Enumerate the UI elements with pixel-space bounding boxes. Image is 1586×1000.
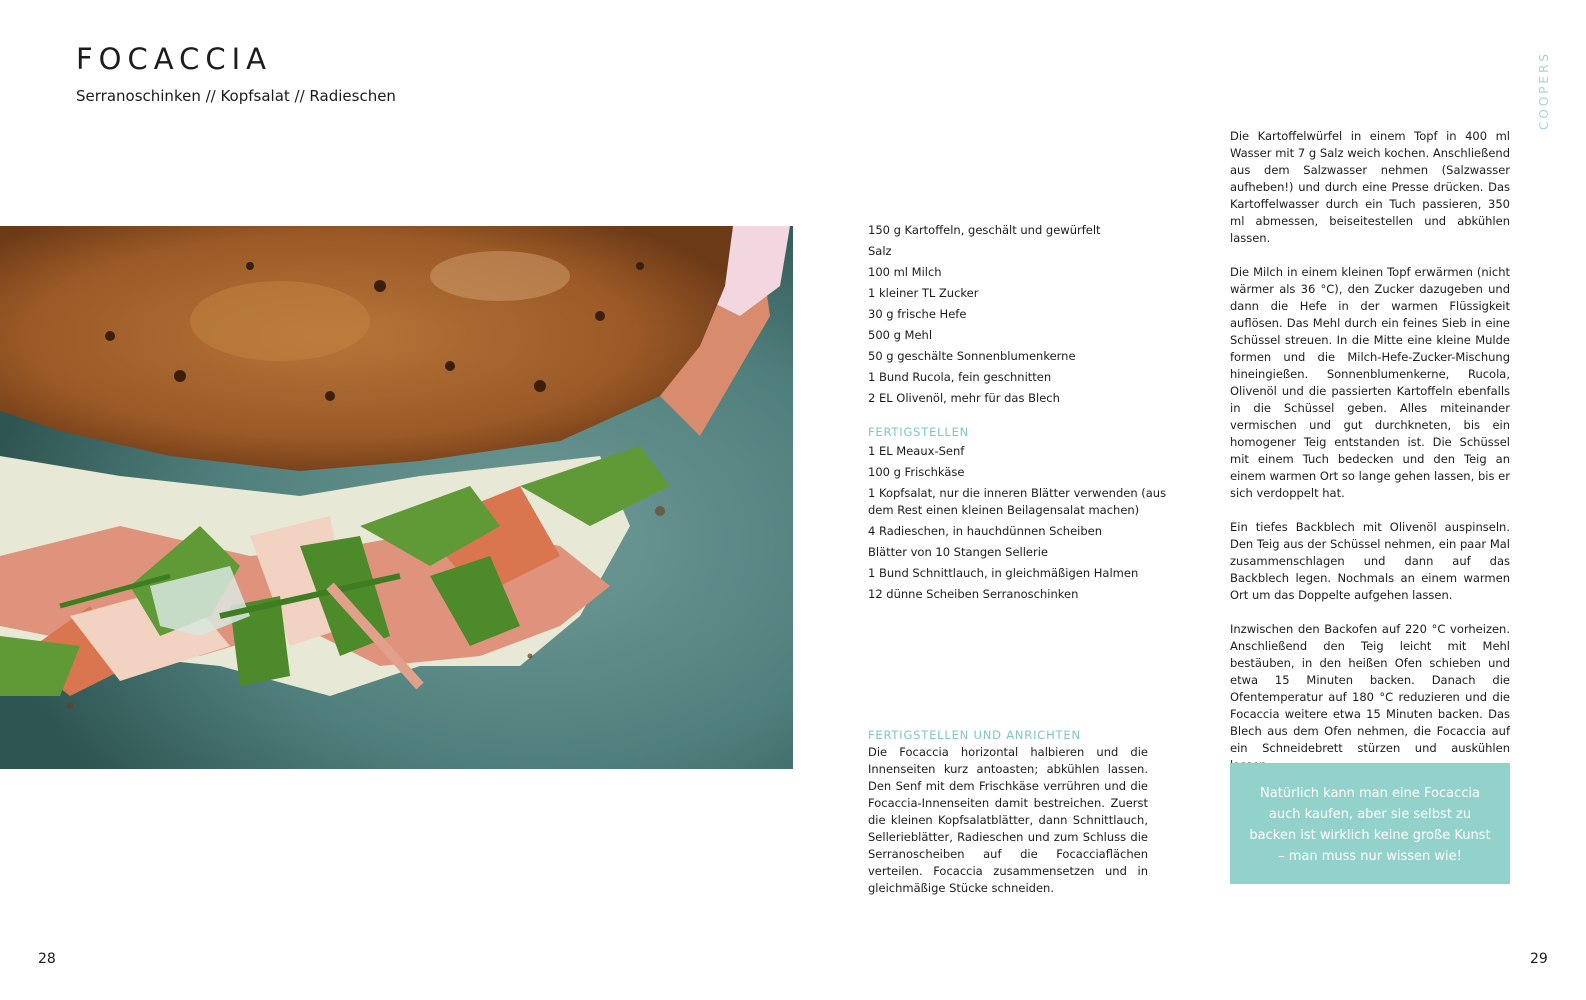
page-number-left: 28 xyxy=(38,951,56,967)
ingredient-item: 100 g Frischkäse xyxy=(868,465,965,479)
tip-box xyxy=(1230,763,1510,884)
step-paragraph: Ein tiefes Backblech mit Olivenöl auspinseln. Den Teig aus der Schüssel nehmen, ein paar Mal zusammenschlagen und dann auf das Backblech legen. Nochmals an einem warmen Ort um das Doppelte aufgehen lassen. xyxy=(1230,520,1510,602)
ingredient-item: Blätter von 10 Stangen Sellerie xyxy=(868,545,1048,559)
page-number-right: 29 xyxy=(1530,951,1548,967)
serving-instructions: Die Focaccia horizontal halbieren und die Innenseiten kurz antoasten; abkühlen lassen. Den Senf mit dem Frischkäse verrühren und die Focaccia-Innenseiten damit bestreichen. Zuerst die kleinen Kopfsalatblätter, dann Schnittlauch, Sellerieblätter, Radieschen und zum Schluss die Serranoscheiben auf die Focacciaflächen verteilen. Focaccia zusammensetzen und in gleichmäßige Stücke schneiden. xyxy=(868,745,1148,895)
ingredient-item: 4 Radieschen, in hauchdünnen Scheiben xyxy=(868,524,1103,538)
recipe-title: FOCACCIA xyxy=(76,42,272,76)
ingredients-column xyxy=(868,222,1168,607)
step-paragraph: Die Milch in einem kleinen Topf erwärmen (nicht wärmer als 36 °C), den Zucker dazugeben und dann die Hefe in der warmen Flüssigkeit auflösen. Das Mehl durch ein feines Sieb in eine Schüssel streuen. In die Mitte eine kleine Mulde formen und die Milch-Hefe-Zucker-Mischung hineingießen. Sonnenblumenkerne, Rucola, Olivenöl und die passierten Kartoffeln ebenfalls in die Schüssel geben. Alles miteinander vermischen und gut durchkneten, bis ein homogener Teig entstanden ist. Die Schüssel mit einem Tuch bedecken und den Teig an einem warmen Ort so lange gehen lassen, bis er sich verdoppelt hat. xyxy=(1230,265,1510,500)
serving-section-heading: FERTIGSTELLEN UND ANRICHTEN xyxy=(868,728,1081,742)
ingredient-list-finish xyxy=(868,443,1168,603)
ingredient-item: 12 dünne Scheiben Serranoschinken xyxy=(868,587,1079,601)
ingredient-item: 1 Kopfsalat, nur die inneren Blätter verwenden (aus dem Rest einen kleinen Beilagensalat machen) xyxy=(868,486,1167,517)
ingredient-item: Salz xyxy=(868,244,892,258)
ingredient-item: 1 EL Meaux-Senf xyxy=(868,444,965,458)
ingredient-item: 1 kleiner TL Zucker xyxy=(868,286,979,300)
side-label: COOPERS xyxy=(1537,50,1551,130)
step-paragraph: Die Kartoffelwürfel in einem Topf in 400 ml Wasser mit 7 g Salz weich kochen. Anschließend aus dem Salzwasser nehmen (Salzwasser aufheben!) und durch eine Presse drücken. Das Kartoffelwasser durch ein Tuch passieren, 350 ml abmessen, beiseitestellen und abkühlen lassen. xyxy=(1230,129,1510,245)
preparation-steps xyxy=(1230,128,1510,791)
ingredient-item: 500 g Mehl xyxy=(868,328,933,342)
ingredient-item: 50 g geschälte Sonnenblumenkerne xyxy=(868,349,1076,363)
ingredient-item: 1 Bund Schnittlauch, in gleichmäßigen Halmen xyxy=(868,566,1139,580)
ingredient-item: 1 Bund Rucola, fein geschnitten xyxy=(868,370,1052,384)
ingredient-item: 150 g Kartoffeln, geschält und gewürfelt xyxy=(868,223,1101,237)
step-paragraph: Inzwischen den Backofen auf 220 °C vorheizen. Anschließend den Teig leicht mit Mehl bestäuben, in den heißen Ofen schieben und etwa 15 Minuten backen. Danach die Ofentemperatur auf 180 °C reduzieren und die Focaccia weitere etwa 15 Minuten backen. Das Blech aus dem Ofen nehmen, die Focaccia auf ein Schneidebrett stürzen und auskühlen xyxy=(1230,622,1510,755)
ingredient-item: 2 EL Olivenöl, mehr für das Blech xyxy=(868,391,1060,405)
recipe-photo xyxy=(0,226,793,769)
serving-section xyxy=(868,728,1148,897)
ingredient-item: 100 ml Milch xyxy=(868,265,942,279)
ingredient-item: 30 g frische Hefe xyxy=(868,307,967,321)
finish-section-heading: FERTIGSTELLEN xyxy=(868,425,970,439)
recipe-subtitle: Serranoschinken // Kopfsalat // Radieschen xyxy=(76,87,396,105)
ingredient-list-dough xyxy=(868,222,1168,407)
tip-text: Natürlich kann man eine Focaccia auch kaufen, aber sie selbst zu backen ist wirklich keine große Kunst – man muss nur wissen wie! xyxy=(1249,786,1491,864)
focaccia-sandwich-illustration xyxy=(0,226,793,769)
